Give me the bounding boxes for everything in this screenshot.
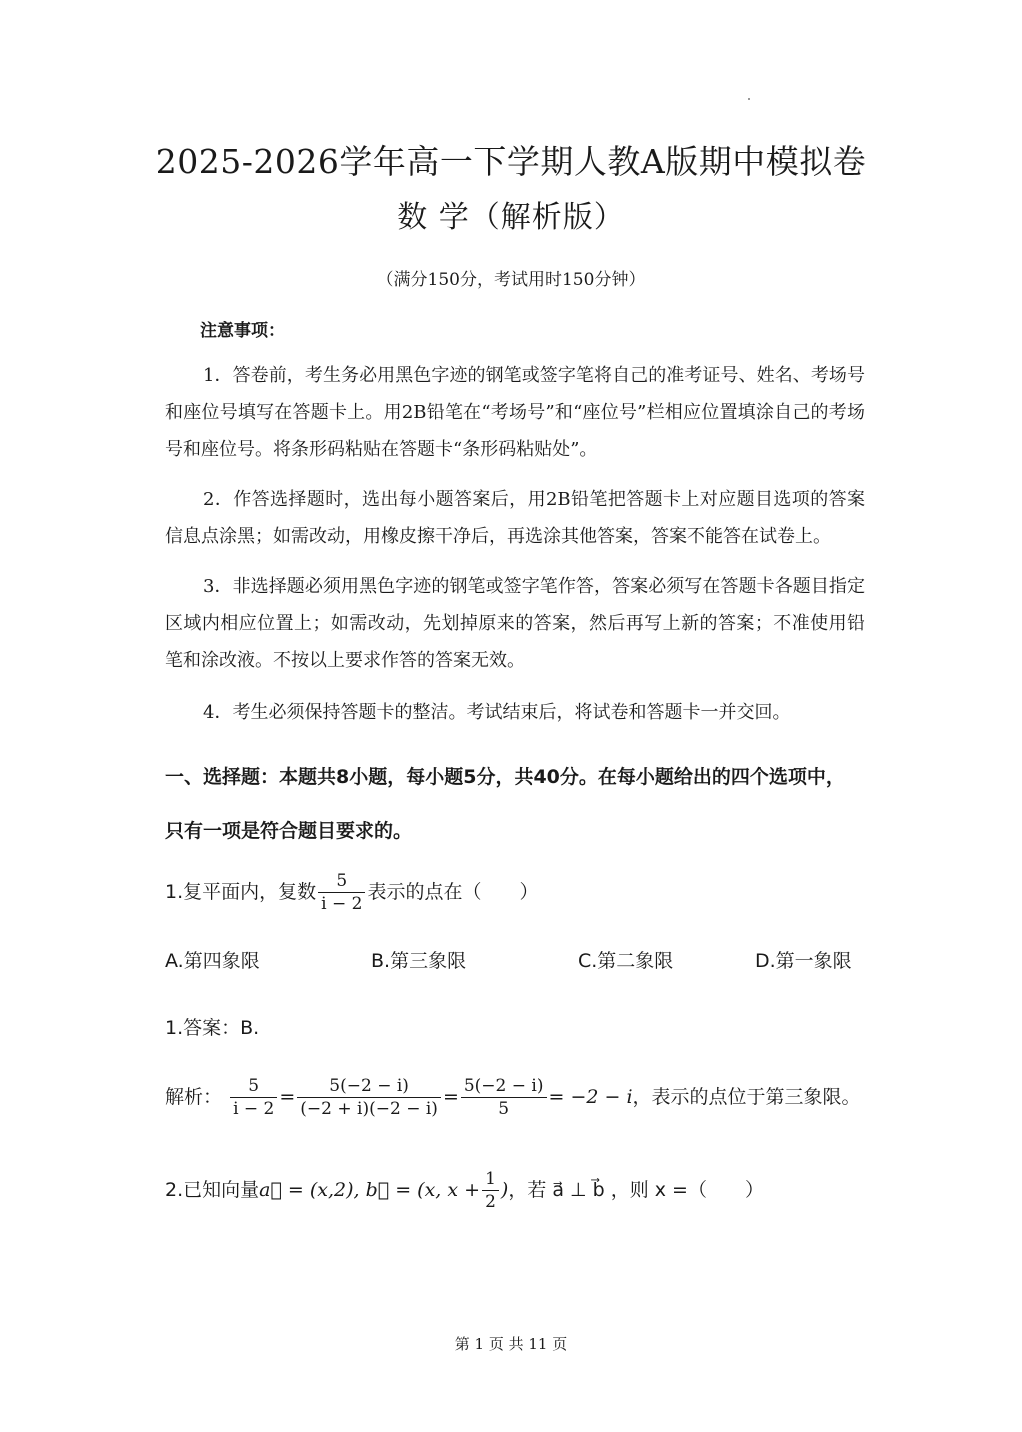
question-1-option-b: B.第三象限 [371,950,467,972]
scan-dot [748,98,750,100]
question-1-analysis [165,1075,861,1120]
fraction-numerator: 5 [230,1075,277,1098]
question-1-fraction [318,870,365,915]
fraction-denominator: 2 [485,1192,496,1212]
analysis-result: = −2 − i [548,1086,633,1108]
question-2-prefix: 2.已知向量 [165,1179,260,1201]
question-1-option-a: A.第四象限 [165,950,260,972]
equals-sign: = [279,1086,296,1108]
analysis-fraction-3 [461,1075,547,1120]
fraction-numerator: 5(−2 − i) [297,1075,441,1098]
analysis-conclusion: ，表示的点位于第三象限。 [632,1086,861,1108]
fraction-numerator: 5 [318,870,365,893]
question-2 [165,1168,764,1213]
question-1-suffix: 表示的点在（ ） [367,881,539,903]
page-footer: 第 1 页 共 11 页 [454,1335,568,1353]
fraction-numerator: 1 [482,1168,499,1191]
analysis-label: 解析： [165,1086,223,1108]
analysis-fraction-2 [297,1075,441,1120]
question-1-prefix: 1.复平面内，复数 [165,881,317,903]
page-title: 2025-2026学年高一下学期人教A版期中模拟卷 [155,142,867,181]
equals-sign: = [442,1086,459,1108]
question-2-fraction [482,1168,499,1213]
section-1-heading: 一、选择题：本题共8小题，每小题5分，共40分。在每小题给出的四个选项中，只有一项是符合题目要求的。 [165,766,845,842]
page-subtitle: 数 学（解析版） [397,200,625,235]
question-2-condition: ，若 a⃗ ⊥ b⃗ ，则 x =（ ） [508,1179,764,1201]
analysis-fraction-1 [230,1075,277,1120]
question-2-vectors: a⃗ = (x,2), b⃗ = (x, x + [259,1179,481,1201]
score-note: （满分150分，考试用时150分钟） [376,270,646,290]
notice-item-4: 4．考生必须保持答题卡的整洁。考试结束后，将试卷和答题卡一并交回。 [203,702,791,723]
fraction-denominator: (−2 + i)(−2 − i) [300,1099,438,1119]
notice-item-2: 2．作答选择题时，选出每小题答案后，用2B铅笔把答题卡上对应题目选项的答案信息点涂黑；如需改动，用橡皮擦干净后，再选涂其他答案，答案不能答在试卷上。 [165,489,865,547]
question-1-option-c: C.第二象限 [578,950,674,972]
notice-item-3: 3．非选择题必须用黑色字迹的钢笔或签字笔作答，答案必须写在答题卡各题目指定区域内相应位置上；如需改动，先划掉原来的答案，然后再写上新的答案；不准使用铅笔和涂改液。不按以上要求作答的答案无效。 [165,576,865,671]
question-1-answer: 1.答案：B. [165,1017,260,1039]
fraction-numerator: 5(−2 − i) [461,1075,547,1098]
question-1-option-d: D.第一象限 [755,950,852,972]
question-2-close-paren: ) [500,1179,509,1201]
question-1 [165,870,538,915]
notice-heading: 注意事项： [200,321,285,341]
fraction-denominator: i − 2 [233,1099,275,1119]
fraction-denominator: 5 [498,1099,510,1119]
fraction-denominator: i − 2 [321,894,363,914]
notice-item-1: 1．答卷前，考生务必用黑色字迹的钢笔或签字笔将自己的准考证号、姓名、考场号和座位号填写在答题卡上。用2B铅笔在“考场号”和“座位号”栏相应位置填涂自己的考场号和座位号。将条形码粘贴在答题卡“条形码粘贴处”。 [165,365,865,460]
